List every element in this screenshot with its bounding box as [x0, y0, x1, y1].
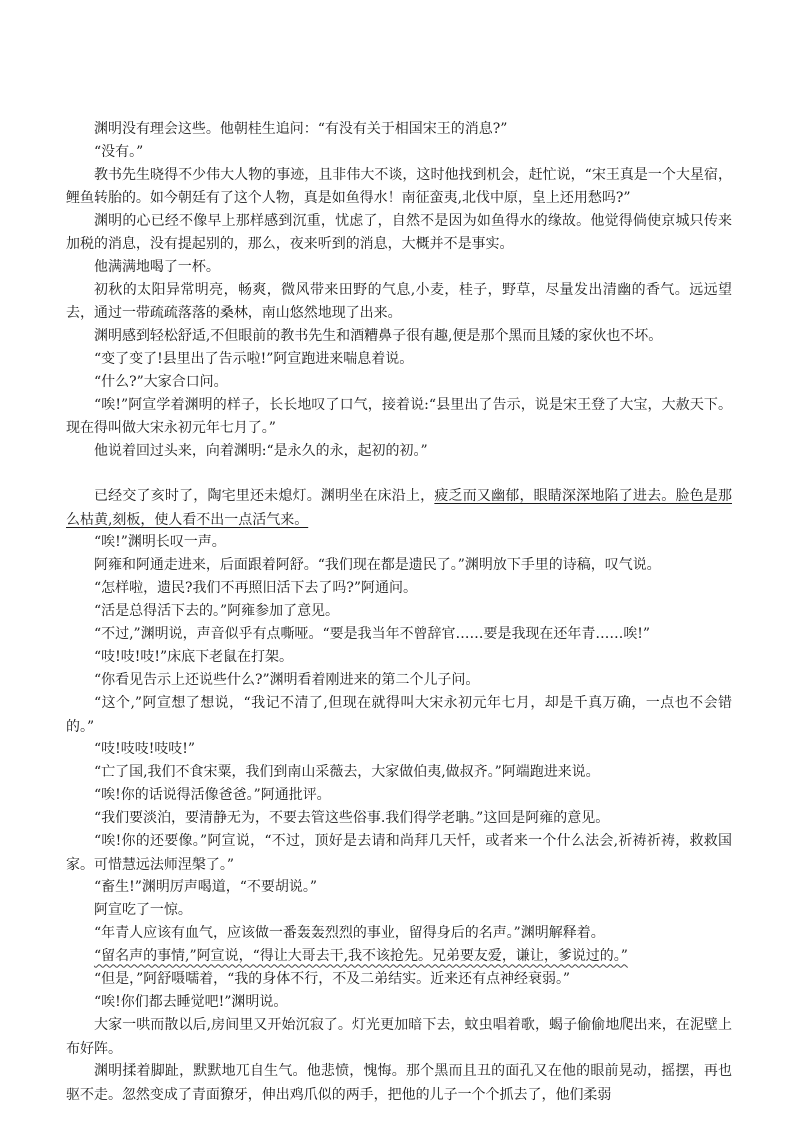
wavy-underlined-sentence: “留名声的事情,”阿宣说，“得让大哥去干,我不该抢先。兄弟要友爱，谦让，爹说过的。” — [93, 948, 628, 965]
paragraph: “没有。” — [93, 144, 144, 160]
paragraph: “我们要淡泊，要清静无为，不要去管这些俗事.我们得学老聃。”这回是阿雍的意见。 — [93, 810, 610, 827]
paragraph-wavy-underline — [66, 945, 732, 968]
paragraph: “什么?”大家合口问。 — [93, 374, 228, 390]
paragraph: “变了变了!县里出了告示啦!”阿宣跑进来喘息着说。 — [93, 351, 414, 367]
paragraph: 渊明揉着脚趾，默默地兀自生气。他悲愤，愧悔。那个黑而且丑的面孔又在他的眼前晃动，摇摆，再也驱不走。忽然变成了青面獠牙，伸出鸡爪似的两手，把他的儿子一个个抓去了，他们柔弱 — [66, 1063, 732, 1103]
paragraph: 他说着回过头来，向着渊明:“是永久的永，起初的初。” — [93, 443, 428, 459]
underlined-sentence: 疲乏而又幽郁，眼睛深深地陷了进去。脸色是那么枯黄,刻板，使人看不出一点活气来。 — [66, 488, 732, 528]
paragraph: 渊明没有理会这些。他朝桂生追问：“有没有关于相国宋王的消息?” — [93, 121, 508, 137]
paragraph: “怎样啦，遗民?我们不再照旧活下去了吗?”阿通问。 — [93, 580, 417, 597]
paragraph: 他满满地喝了一杯。 — [93, 259, 220, 275]
paragraph: 大家一哄而散以后,房间里又开始沉寂了。灯光更加暗下去，蚊虫唱着歌，蝎子偷偷地爬出来，在泥壁上布好阵。 — [66, 1017, 732, 1057]
paragraph: “唉!你的话说得活像爸爸。”阿通批评。 — [93, 787, 331, 804]
paragraph: “吱!吱!吱!”床底下老鼠在打架。 — [93, 649, 293, 666]
paragraph: “年青人应该有血气，应该做一番轰轰烈烈的事业，留得身后的名声。”渊明解释着。 — [93, 925, 605, 942]
paragraph: “亡了国,我们不食宋粟，我们到南山采薇去，大家做伯夷,做叔齐。”阿端跑进来说。 — [93, 764, 600, 781]
paragraph: “这个,”阿宣想了想说，“我记不清了,但现在就得叫大宋永初元年七月，却是千真万确，一点也不会错的。” — [66, 695, 732, 735]
paragraph: “但是，”阿舒嗫嚅着，“我的身体不行，不及二弟结实。近来还有点神经衰弱。” — [93, 971, 571, 988]
paragraph: “唉!你们都去睡觉吧!”渊明说。 — [93, 994, 288, 1011]
paragraph-underlined — [66, 485, 732, 531]
paragraph: “唉!”渊明长叹一声。 — [93, 534, 226, 551]
paragraph: “畜生!”渊明厉声喝道，“不要胡说。” — [93, 879, 317, 896]
paragraph: 初秋的太阳异常明亮，畅爽，微风带来田野的气息,小麦，桂子，野草，尽量发出清幽的香气。远远望去，通过一带疏疏落落的桑林，南山悠然地现了出来。 — [66, 282, 732, 322]
paragraph: 渊明的心已经不像早上那样感到沉重，忧虑了，自然不是因为如鱼得水的缘故。他觉得倘使京城只传来加税的消息，没有提起别的，那么，夜来听到的消息，大概并不是事实。 — [66, 213, 732, 253]
paragraph: 阿雍和阿通走进来，后面跟着阿舒。“我们现在都是遗民了。”渊明放下手里的诗稿，叹气说。 — [93, 557, 661, 574]
paragraph: “活是总得活下去的。”阿雍参加了意见。 — [93, 603, 340, 620]
paragraph: “你看见告示上还说些什么?”渊明看着刚进来的第二个儿子问。 — [93, 672, 480, 689]
paragraph: “唉!”阿宣学着渊明的样子，长长地叹了口气，接着说:“县里出了告示，说是宋王登了大宝，大赦天下。现在得叫做大宋永初元年七月了。” — [66, 397, 732, 437]
paragraph: 渊明感到轻松舒适,不但眼前的教书先生和酒糟鼻子很有趣,便是那个黑而且矮的家伙也不坏。 — [93, 328, 663, 344]
paragraph: 教书先生晓得不少伟大人物的事迹，且非伟大不谈，这时他找到机会，赶忙说，“宋王真是一个大星宿，鲤鱼转胎的。如今朝廷有了这个人物，真是如鱼得水！南征蛮夷,北伐中原，皇上还用愁吗?” — [66, 167, 732, 207]
paragraph: “不过,”渊明说，声音似乎有点嘶哑。“要是我当年不曾辞官……要是我现在还年青……唉!” — [93, 626, 651, 643]
paragraph-lead: 已经交了亥时了，陶宅里还未熄灯。渊明坐在床沿上， — [93, 488, 435, 505]
paragraph: “吱!吱吱!吱吱!” — [93, 741, 196, 758]
paragraph: 阿宣吃了一惊。 — [93, 902, 192, 919]
paragraph: “唉!你的还要像。”阿宣说，“不过，顶好是去请和尚拜几天忏，或者来一个什么法会,祈祷祈祷，救救国家。可惜慧远法师涅槃了。” — [66, 833, 732, 873]
